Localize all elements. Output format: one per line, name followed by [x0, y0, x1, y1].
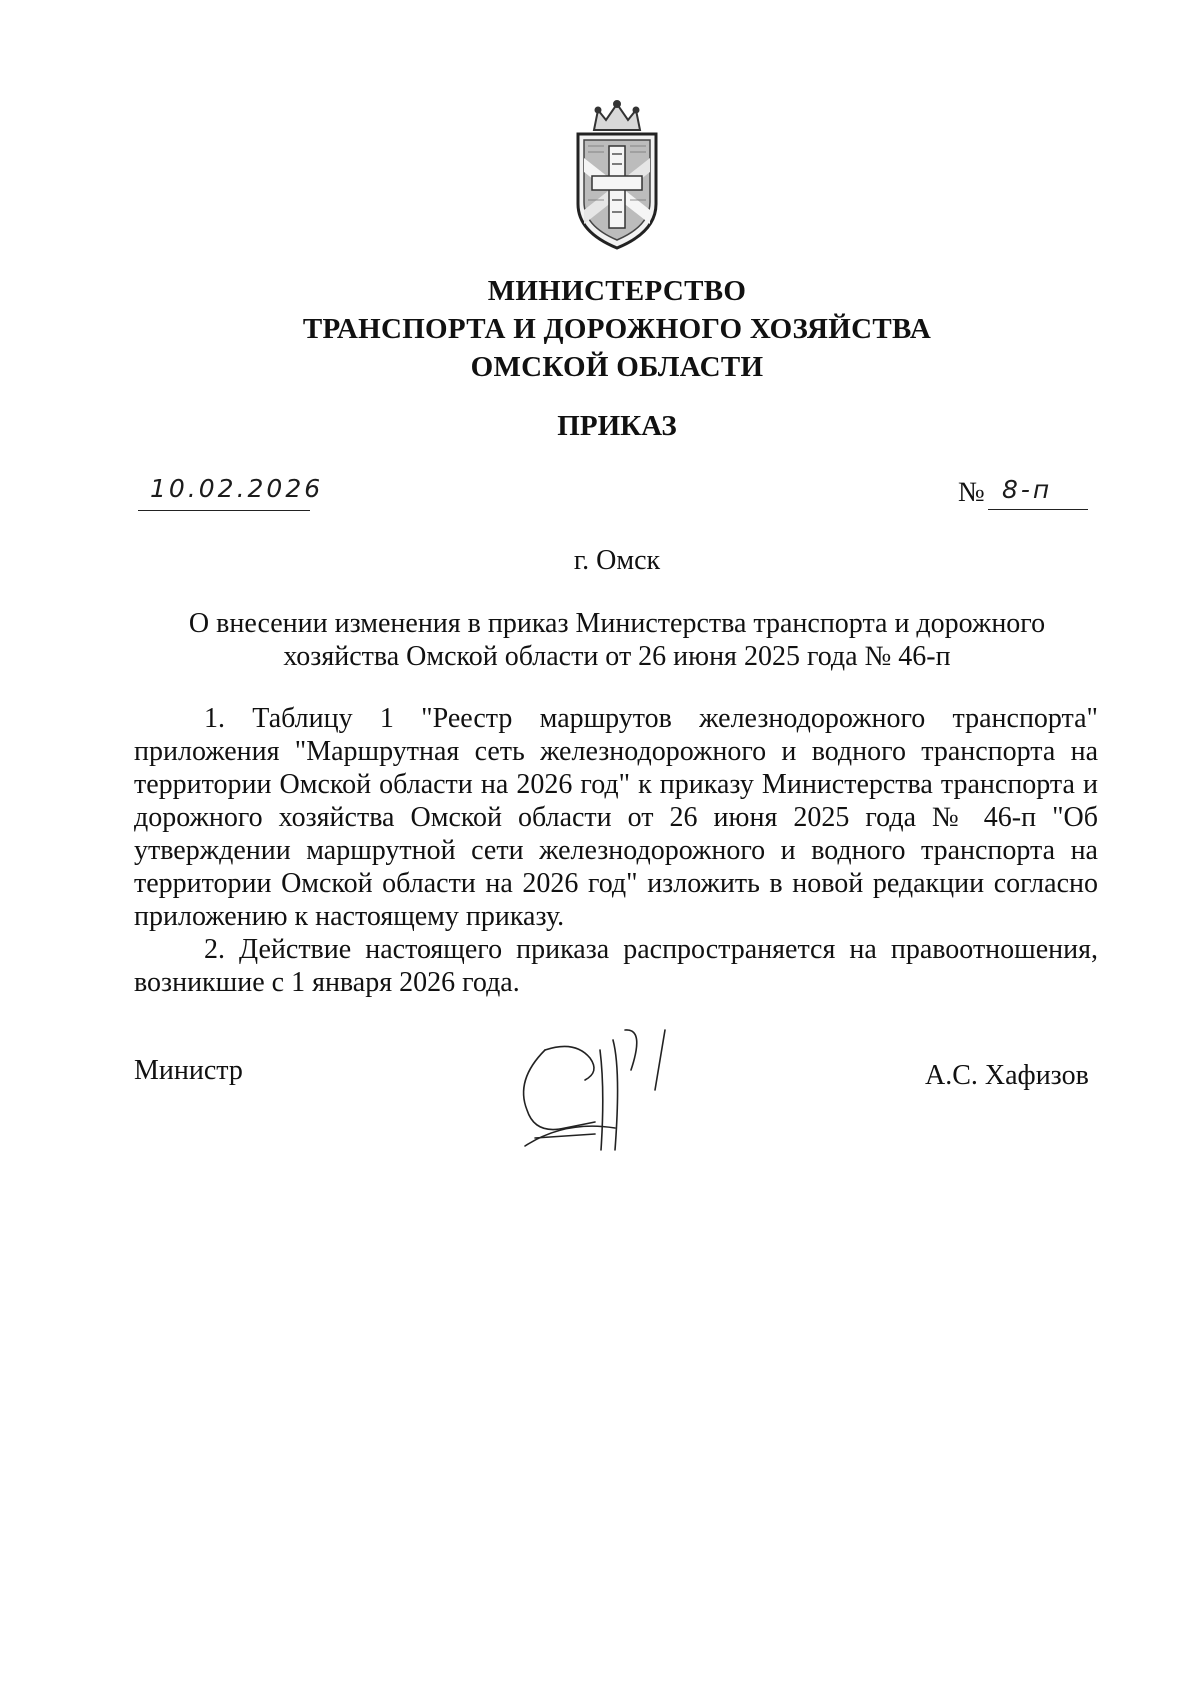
order-number-block: [958, 473, 1088, 513]
order-date: 10.02.2026: [150, 474, 324, 503]
handwritten-signature: [505, 1010, 705, 1170]
number-sign: №: [958, 477, 985, 508]
paragraph-2: 2. Действие настоящего приказа распространяется на правоотношения, возникшие с 1 января 2026 года.: [134, 934, 1098, 998]
ministry-header: [0, 272, 1200, 386]
omsk-coat-of-arms-icon: [560, 100, 674, 252]
order-number: 8-п: [1002, 475, 1053, 504]
signer-position: Министр: [134, 1055, 243, 1086]
order-subject: О внесении изменения в приказ Министерства транспорта и дорожного хозяйства Омской области от 26 июня 2025 года № 46-п: [188, 608, 1046, 672]
document-type: ПРИКАЗ: [557, 410, 677, 442]
header-line-1: МИНИСТЕРСТВО: [487, 275, 747, 307]
header-line-3: ОМСКОЙ ОБЛАСТИ: [470, 351, 764, 383]
paragraph-1: 1. Таблицу 1 "Реестр маршрутов железнодорожного транспорта" приложения "Маршрутная сеть железнодорожного и водного транспорта на территории Омской области на 2026 год" к приказу Министерства транспорта и дорожного хозяйства Омской области от 26 июня 2025 года № 46-п "Об утверждении маршрутной сети железнодорожного и водного транспорта на территории Омской области на 2026 год" изложить в новой редакции согласно приложению к настоящему приказу.: [134, 703, 1098, 932]
order-number-field: [988, 473, 1088, 510]
city: г. Омск: [573, 545, 661, 576]
order-body: [134, 702, 1098, 999]
signer-name: А.С. Хафизов: [925, 1060, 1089, 1091]
header-line-2: ТРАНСПОРТА И ДОРОЖНОГО ХОЗЯЙСТВА: [302, 313, 932, 345]
order-date-field: [138, 470, 324, 511]
